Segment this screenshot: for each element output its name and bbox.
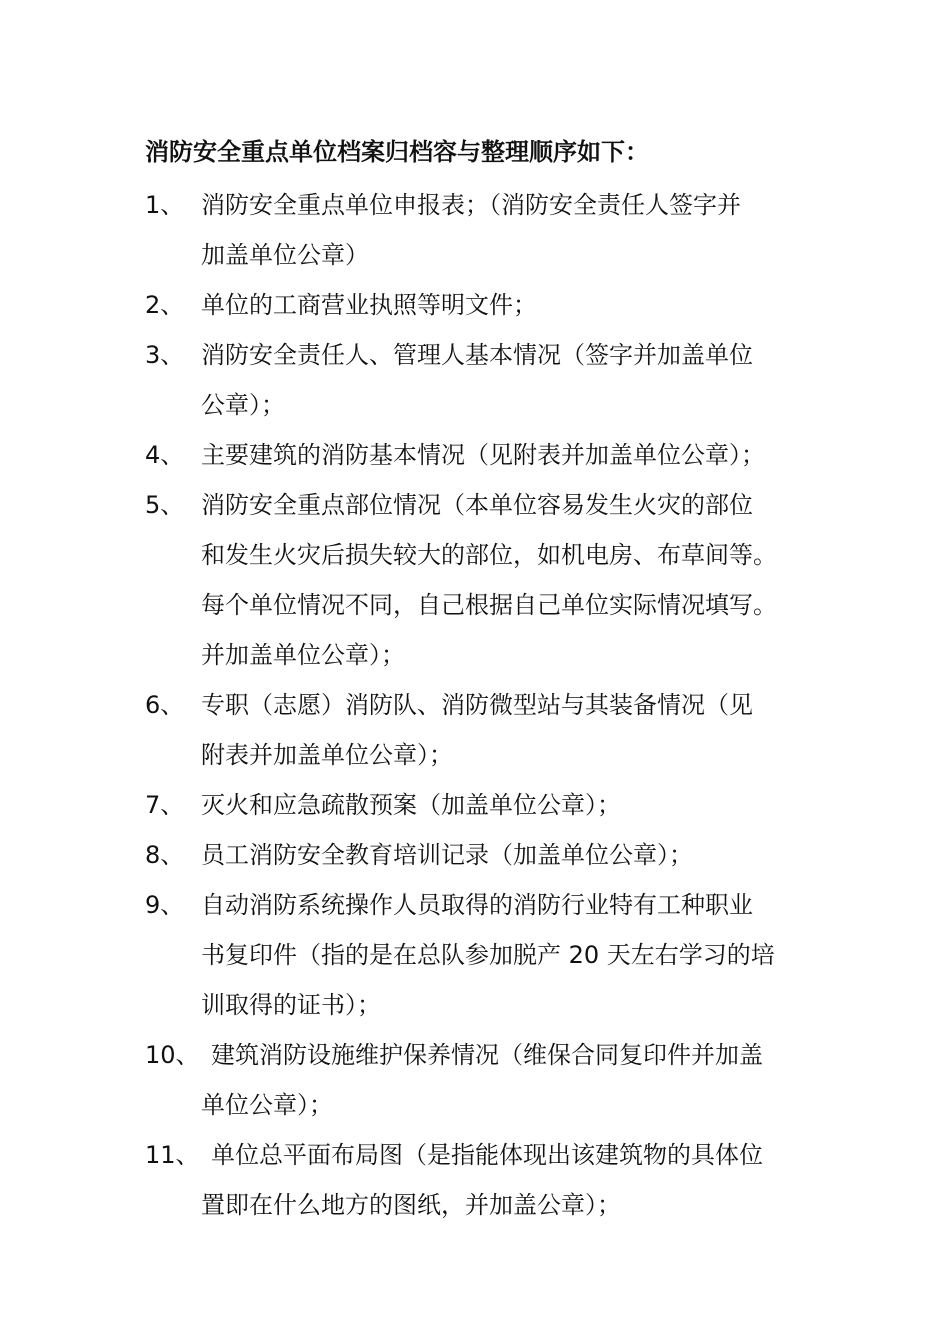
- item-text-line: 专职（志愿）消防队、消防微型站与其装备情况（见: [201, 691, 753, 719]
- item-text-line: 公章）；: [201, 391, 285, 419]
- list-item: [0, 480, 950, 680]
- list-item: [0, 1130, 950, 1230]
- item-text-line: 员工消防安全教育培训记录（加盖单位公章）；: [201, 841, 693, 869]
- item-text-line: 单位总平面布局图（是指能体现出该建筑物的具体位: [211, 1141, 763, 1169]
- item-number: 10、: [145, 1041, 200, 1069]
- item-text-line: 置即在什么地方的图纸，并加盖公章）；: [201, 1191, 621, 1219]
- item-text-line: 和发生火灾后损失较大的部位，如机电房、布草间等。: [201, 541, 777, 569]
- item-number: 2、: [145, 291, 185, 319]
- item-text-line: 消防安全责任人、管理人基本情况（签字并加盖单位: [201, 341, 753, 369]
- list-item: [0, 280, 950, 330]
- list-item: [0, 680, 950, 780]
- archive-order-list: [0, 180, 950, 1230]
- item-text-line: 建筑消防设施维护保养情况（维保合同复印件并加盖: [211, 1041, 763, 1069]
- list-item: [0, 430, 950, 480]
- item-text-line: 附表并加盖单位公章）；: [201, 741, 453, 769]
- item-text-line: 灭火和应急疏散预案（加盖单位公章）；: [201, 791, 621, 819]
- item-number: 1、: [145, 191, 185, 219]
- item-text-line: 主要建筑的消防基本情况（见附表并加盖单位公章）；: [201, 441, 765, 469]
- document-title: 消防安全重点单位档案归档容与整理顺序如下：: [145, 138, 649, 166]
- item-text-line: 单位的工商营业执照等明文件；: [201, 291, 537, 319]
- item-text-line: 单位公章）；: [201, 1091, 333, 1119]
- item-text-line: 每个单位情况不同，自己根据自己单位实际情况填写。: [201, 591, 777, 619]
- item-number: 6、: [145, 691, 185, 719]
- list-item: [0, 830, 950, 880]
- item-text-line: 并加盖单位公章）；: [201, 641, 405, 669]
- item-number: 4、: [145, 441, 185, 469]
- item-text-line: 加盖单位公章）: [201, 241, 369, 269]
- item-number: 7、: [145, 791, 185, 819]
- list-item: [0, 880, 950, 1030]
- item-number: 11、: [145, 1141, 200, 1169]
- item-number: 9、: [145, 891, 185, 919]
- item-text-line: 消防安全重点部位情况（本单位容易发生火灾的部位: [201, 491, 753, 519]
- list-item: [0, 780, 950, 830]
- list-item: [0, 330, 950, 430]
- item-text-line: 训取得的证书）；: [201, 991, 381, 1019]
- item-text-line: 自动消防系统操作人员取得的消防行业特有工种职业: [201, 891, 753, 919]
- item-text-line: 书复印件（指的是在总队参加脱产 20 天左右学习的培: [201, 941, 775, 969]
- list-item: [0, 180, 950, 280]
- item-number: 5、: [145, 491, 185, 519]
- item-number: 3、: [145, 341, 185, 369]
- list-item: [0, 1030, 950, 1130]
- item-number: 8、: [145, 841, 185, 869]
- item-text-line: 消防安全重点单位申报表；（消防安全责任人签字并: [201, 191, 741, 219]
